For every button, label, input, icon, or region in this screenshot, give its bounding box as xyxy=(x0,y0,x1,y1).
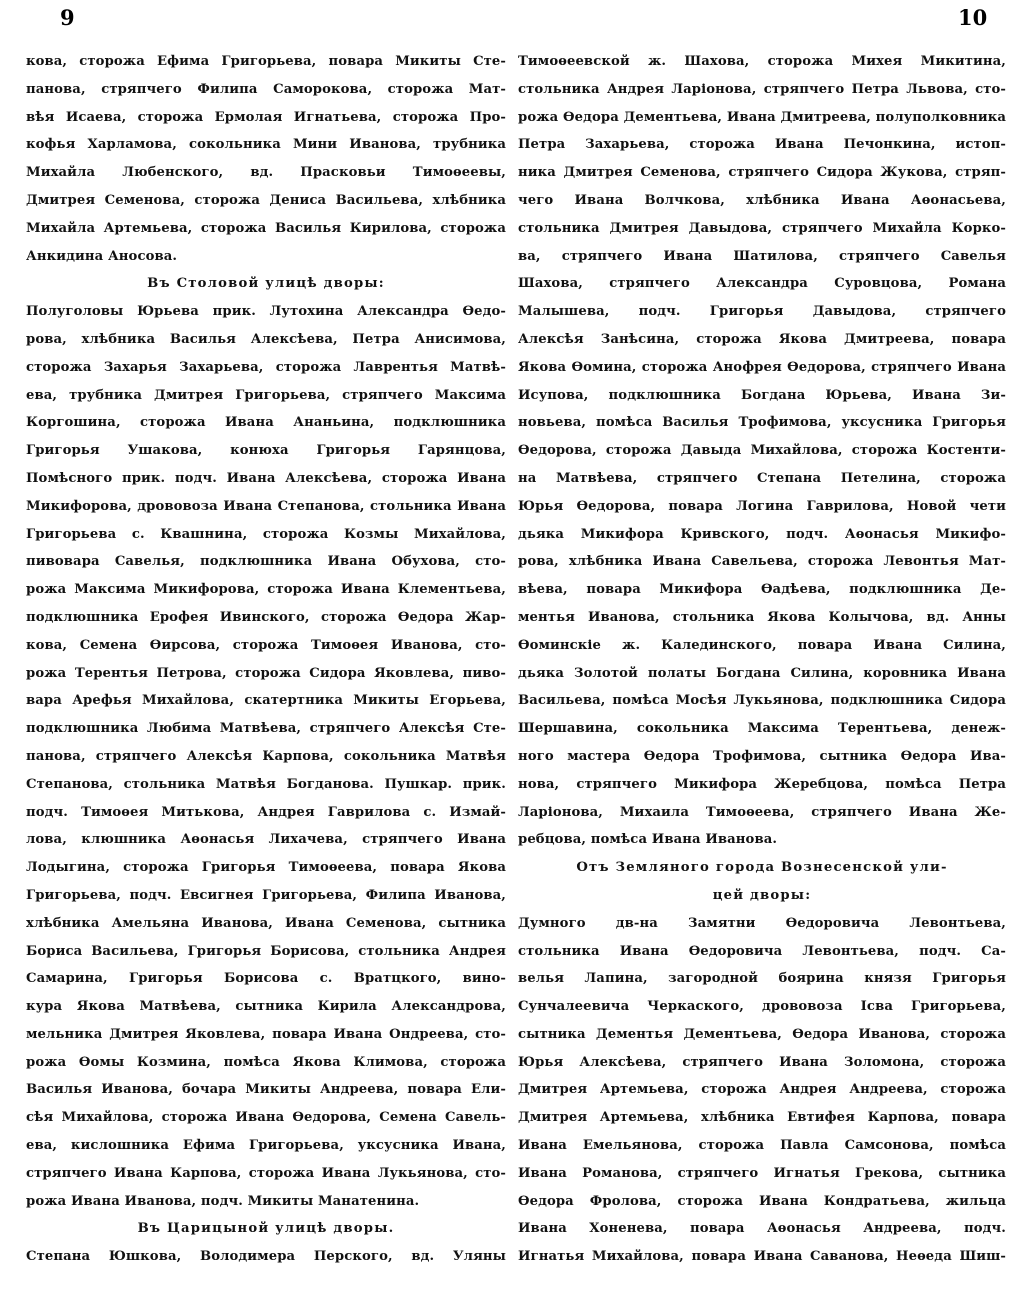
text-line: ментья Иванова, стольника Якова Колычова, вд. Анны xyxy=(518,609,1006,625)
text-line: Полуголовы Юрьева прик. Лутохина Александра Ѳедо- xyxy=(26,304,506,320)
text-line: Юрья Алексѣева, стряпчего Ивана Золомона, сторожа xyxy=(518,1054,1006,1070)
text-line: рожа Ивана Иванова, подч. Микиты Манатенина. xyxy=(26,1193,420,1209)
section-heading: Въ Царицыной улицѣ дворы. xyxy=(137,1221,395,1237)
text-line: нова, стряпчего Микифора Жеребцова, помѣса Петра xyxy=(518,776,1006,792)
text-line: сѣя Михайлова, сторожа Ивана Ѳедорова, Семена Савель- xyxy=(26,1110,506,1126)
text-line: Григорьева, подч. Евсигнея Григорьева, Филипа Иванова, xyxy=(26,887,506,903)
text-line: на Матвѣева, стряпчего Степана Петелина, сторожа xyxy=(518,470,1006,486)
text-line: Шахова, стряпчего Александра Суровцова, Романа xyxy=(518,276,1006,292)
text-line: Думного дв-на Замятни Ѳедоровича Левонтьева, xyxy=(518,915,1006,931)
text-line: кура Якова Матвѣева, сытника Кирила Александрова, xyxy=(26,999,506,1015)
page-number-left: 9 xyxy=(60,5,75,30)
text-line: пивовара Савелья, подклюшника Ивана Обухова, сто- xyxy=(26,554,506,570)
text-line: мельника Дмитрея Яковлева, повара Ивана Ондреева, сто- xyxy=(26,1026,506,1042)
text-line: Ивана Романова, стряпчего Игнатья Грекова, сытника xyxy=(518,1165,1006,1181)
text-line: Ѳедора Фролова, сторожа Ивана Кондратьева, жильца xyxy=(518,1193,1006,1209)
text-line: кофья Харламова, сокольника Мини Иванова, трубника xyxy=(26,137,506,153)
text-line: хлѣбника Амельяна Иванова, Ивана Семенова, сытника xyxy=(26,915,506,931)
text-line: чего Ивана Волчкова, хлѣбника Ивана Аѳонасьева, xyxy=(518,192,1006,208)
text-line: Дмитрея Артемьева, хлѣбника Евтифея Карпова, повара xyxy=(518,1110,1006,1126)
section-heading: Въ Столовой улицѣ дворы: xyxy=(147,276,385,292)
text-line: Шершавина, сокольника Максима Терентьева, денеж- xyxy=(518,721,1006,737)
text-line: Васильева, помѣса Мосѣя Лукьянова, подклюшника Сидора xyxy=(518,693,1006,709)
text-line: сытника Дементья Дементьева, Ѳедора Иванова, сторожа xyxy=(518,1026,1006,1042)
text-line: Анкидина Аносова. xyxy=(26,248,178,264)
text-line: Григорьева с. Квашнина, сторожа Козмы Михайлова, xyxy=(26,526,506,542)
right-column xyxy=(518,48,1006,1288)
text-line: ева, кислошника Ефима Григорьева, уксусника Ивана, xyxy=(26,1138,506,1154)
text-line: подклюшника Любима Матвѣева, стряпчего Алексѣя Сте- xyxy=(26,721,506,737)
text-line: рожа Ѳомы Козмина, помѣса Якова Климова, сторожа xyxy=(26,1054,506,1070)
text-line: сторожа Захарья Захарьева, сторожа Лаврентья Матвѣ- xyxy=(26,359,506,375)
text-line: Михайла Любенского, вд. Прасковьи Тимоѳеевы, xyxy=(26,165,506,181)
text-line: Сунчалеевича Черкаского, дрововоза Ісва Григорьева, xyxy=(518,999,1006,1015)
text-line: стольника Дмитрея Давыдова, стряпчего Михайла Корко- xyxy=(518,220,1006,236)
text-line: Михайла Артемьева, сторожа Василья Кирилова, сторожа xyxy=(26,220,506,236)
text-line: подч. Тимоѳея Митькова, Андрея Гаврилова с. Измай- xyxy=(26,804,506,820)
text-line: Ларіонова, Михаила Тимоѳеева, стряпчего Ивана Же- xyxy=(518,804,1006,820)
page-number-right: 10 xyxy=(958,5,988,30)
text-line: Алексѣя Занѣсина, сторожа Якова Дмитреева, повара xyxy=(518,331,1006,347)
text-line: Якова Ѳомина, сторожа Анофрея Ѳедорова, стряпчего Ивана xyxy=(518,359,1006,375)
text-line: новьева, помѣса Василья Трофимова, уксусника Григорья xyxy=(518,415,1006,431)
text-line: Самарина, Григорья Борисова с. Вратцкого, вино- xyxy=(26,971,506,987)
text-line: кова, Семена Ѳирсова, сторожа Тимоѳея Иванова, сто- xyxy=(26,637,506,653)
section-heading: Отъ Земляного города Вознесенской ули- xyxy=(576,860,948,876)
text-line: Игнатья Михайлова, повара Ивана Саванова, Неѳеда Шиш- xyxy=(518,1249,1006,1265)
left-column xyxy=(26,48,506,1288)
text-line: Дмитрея Артемьева, сторожа Андрея Андреева, сторожа xyxy=(518,1082,1006,1098)
text-line: стольника Андрея Ларіонова, стряпчего Петра Львова, сто- xyxy=(518,81,1006,97)
text-line: стряпчего Ивана Карпова, сторожа Ивана Лукьянова, сто- xyxy=(26,1165,506,1181)
text-line: велья Лапина, загородной боярина князя Григорья xyxy=(518,971,1006,987)
text-line: рова, хлѣбника Василья Алексѣева, Петра Анисимова, xyxy=(26,331,506,347)
text-line: Лодыгина, сторожа Григорья Тимоѳеева, повара Якова xyxy=(26,860,506,876)
text-line: Ивана Емельянова, сторожа Павла Самсонова, помѣса xyxy=(518,1138,1006,1154)
text-line: Малышева, подч. Григорья Давыдова, стряпчего xyxy=(518,304,1006,320)
text-line: ева, трубника Дмитрея Григорьева, стряпчего Максима xyxy=(26,387,506,403)
text-line: Ѳедорова, сторожа Давыда Михайлова, сторожа Костенти- xyxy=(518,443,1006,459)
text-line: Петра Захарьева, сторожа Ивана Печонкина, истоп- xyxy=(518,137,1006,153)
text-line: подклюшника Ерофея Ивинского, сторожа Ѳедора Жар- xyxy=(26,609,506,625)
text-line: Исупова, подклюшника Богдана Юрьева, Ивана Зи- xyxy=(518,387,1006,403)
text-line: ного мастера Ѳедора Трофимова, сытника Ѳедора Ива- xyxy=(518,748,1006,764)
text-line: вѣева, повара Микифора Ѳадѣева, подклюшника Де- xyxy=(518,582,1006,598)
text-line: Коргошина, сторожа Ивана Ананьина, подклюшника xyxy=(26,415,506,431)
text-line: ва, стряпчего Ивана Шатилова, стряпчего Савелья xyxy=(518,248,1006,264)
text-line: Степана Юшкова, Володимера Перского, вд. Уляны xyxy=(26,1249,506,1265)
text-line: вѣя Исаева, сторожа Ермолая Игнатьева, сторожа Про- xyxy=(26,109,506,125)
text-line: Тимоѳеевской ж. Шахова, сторожа Михея Микитина, xyxy=(518,54,1006,69)
text-line: лова, клюшника Аѳонасья Лихачева, стряпчего Ивана xyxy=(26,832,506,848)
text-line: Помѣсного прик. подч. Ивана Алексѣева, сторожа Ивана xyxy=(26,470,506,486)
text-line: панова, стряпчего Алексѣя Карпова, сокольника Матвѣя xyxy=(26,748,506,764)
text-line: Степанова, стольника Матвѣя Богданова. Пушкар. прик. xyxy=(26,776,506,792)
text-line: рожа Максима Микифорова, сторожа Ивана Клементьева, xyxy=(26,582,506,598)
text-line: рова, хлѣбника Ивана Савельева, сторожа Левонтья Мат- xyxy=(518,554,1006,570)
text-line: ребцова, помѣса Ивана Иванова. xyxy=(518,832,778,848)
text-line: панова, стряпчего Филипа Саморокова, сторожа Мат- xyxy=(26,81,506,97)
text-line: Юрья Ѳедорова, повара Логина Гаврилова, Новой чети xyxy=(518,498,1006,514)
text-line: дьяка Микифора Кривского, подч. Аѳонасья Микифо- xyxy=(518,526,1006,542)
text-line: Ивана Хоненева, повара Аѳонасья Андреева, подч. xyxy=(518,1221,1006,1237)
text-line: кова, сторожа Ефима Григорьева, повара Микиты Сте- xyxy=(26,54,506,69)
text-line: рожа Ѳедора Дементьева, Ивана Дмитреева, полуполковника xyxy=(518,109,1006,125)
text-line: Ѳоминскіе ж. Калединского, повара Ивана Силина, xyxy=(518,637,1006,653)
text-line: рожа Терентья Петрова, сторожа Сидора Яковлева, пиво- xyxy=(26,665,506,681)
text-line: Василья Иванова, бочара Микиты Андреева, повара Ели- xyxy=(26,1082,506,1098)
text-line: ника Дмитрея Семенова, стряпчего Сидора Жукова, стряп- xyxy=(518,165,1006,181)
section-heading: цей дворы: xyxy=(712,887,812,903)
text-line: Дмитрея Семенова, сторожа Дениса Васильева, хлѣбника xyxy=(26,192,506,208)
text-line: дьяка Золотой полаты Богдана Силина, коровника Ивана xyxy=(518,665,1006,681)
text-line: вара Арефья Михайлова, скатертника Микиты Егорьева, xyxy=(26,693,506,709)
text-line: Микифорова, дрововоза Ивана Степанова, стольника Ивана xyxy=(26,498,506,514)
text-line: Бориса Васильева, Григорья Борисова, стольника Андрея xyxy=(26,943,506,959)
text-line: Григорья Ушакова, конюха Григорья Гарянцова, xyxy=(26,443,506,459)
text-line: стольника Ивана Ѳедоровича Левонтьева, подч. Са- xyxy=(518,943,1006,959)
